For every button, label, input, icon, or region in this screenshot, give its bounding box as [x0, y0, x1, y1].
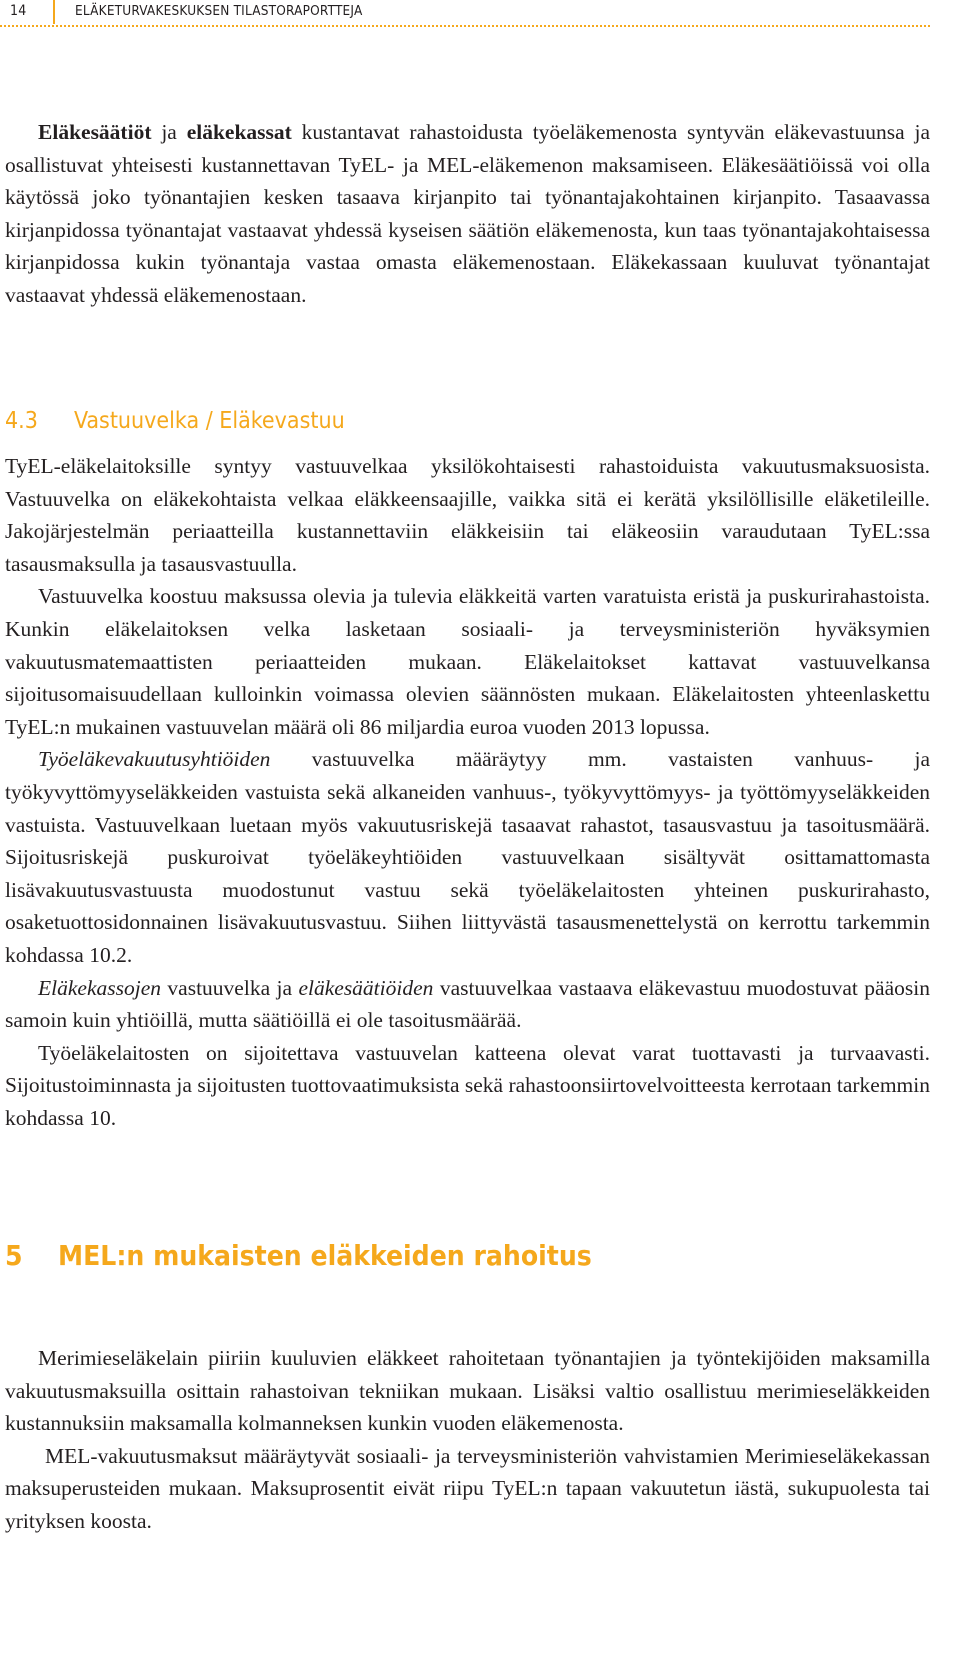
- paragraph-funds-foundations: Eläkekassojen vastuuvelka ja eläkesäätiöiden vastuuvelkaa vastaava eläkevastuu muodostuvat pääosin samoin kuin yhtiöillä, mutta säätiöillä ei ole tasoitusmäärää.: [5, 975, 930, 1033]
- header-separator: [53, 0, 55, 24]
- chapter-5-heading: [5, 1238, 930, 1274]
- section-number: 4.3: [5, 408, 38, 434]
- paragraph-text: Eläkesäätiöt ja eläkekassat kustantavat rahastoidusta työeläkemenosta syntyvän eläkevastuunsa ja osallistuvat yhteisesti kustannettavan TyEL- ja MEL-eläkemenon maksamiseen. Eläkesäätiöissä voi olla käytössä joko työnantajien kesken tasaava kirjanpito tai työnantajakohtainen kirjanpito. Tasaavassa kirjanpidossa työnantajat vastaavat yhdessä kyseisen säätiön eläkemenosta, kun taas työnantajakohtaisessa kirjanpidossa kukin työnantaja vastaa omasta eläkemenostaan. Eläkekassaan kuuluvat työnantajat vastaavat yhdessä eläkemenostaan.: [5, 120, 930, 307]
- term-elakesaatiot: Eläkesäätiöt: [38, 120, 152, 144]
- chapter-5-body: [5, 1342, 930, 1538]
- paragraph-pension-foundations: [5, 116, 930, 312]
- paragraph-investment: Työeläkelaitosten on sijoitettava vastuuvelan katteena olevat varat tuottavasti ja turvaavasti. Sijoitustoiminnasta ja sijoitusten tuottovaatimuksista sekä rahastoonsiirtovelvoitteesta kerrotaan tarkemmin kohdassa 10.: [5, 1040, 930, 1130]
- term-tyoelakevakuutusyhtiot: Työeläkevakuutusyhtiöiden: [38, 747, 271, 772]
- term-elakekassojen: Eläkekassojen: [38, 975, 161, 1000]
- page-number: 14: [10, 3, 27, 19]
- running-header: [0, 0, 930, 24]
- paragraph-liability-composition: Vastuuvelka koostuu maksussa olevia ja tulevia eläkkeitä varten varatuista eristä ja puskurirahastoista. Kunkin eläkelaitoksen velka lasketaan sosiaali- ja terveysministeriön hyväksymien vakuutusmatemaattisten periaatteiden mukaan. Eläkelaitokset kattavat vastuuvelkansa sijoitusomaisuudellaan kulloinkin voimassa olevien säännösten mukaan. Eläkelaitosten yhteenlaskettu TyEL:n mukainen vastuuvelan määrä oli 86 miljardia euroa vuoden 2013 lopussa.: [5, 584, 930, 739]
- paragraph-mel-contributions: MEL-vakuutusmaksut määräytyvät sosiaali- ja terveysministeriön vahvistamien Merimieseläkekassan maksuperusteiden mukaan. Maksuprosentit eivät riipu TyEL:n tapaan vakuutetun iästä, sukupuolesta tai yrityksen koosta.: [5, 1443, 930, 1533]
- term-elakesaatioiden: eläkesäätiöiden: [298, 975, 434, 1000]
- section-4-3-heading: [5, 406, 930, 436]
- running-title: ELÄKETURVAKESKUKSEN TILASTORAPORTTEJA: [75, 3, 363, 19]
- section-title: Vastuuvelka / Eläkevastuu: [74, 408, 345, 434]
- term-elakekassat: eläkekassat: [186, 120, 292, 144]
- paragraph-insurance-companies: Työeläkevakuutusyhtiöiden vastuuvelka määräytyy mm. vastaisten vanhuus- ja työkyvyttömyyseläkkeiden vastuista sekä alkaneiden vanhuus-, työkyvyttömyys- ja työttömyyseläkkeiden vastuista. Vastuuvelkaan luetaan myös vakuutusriskejä tasaavat rahastot, tasausvastuu ja tasoitusmäärä. Sijoitusriskejä puskuroivat työeläkeyhtiöiden vastuuvelkaan sisältyvät osittamattomasta lisävakuutusvastuusta muodostunut vastuu sekä työeläkelaitosten yhteinen puskurirahasto, osaketuottosidonnainen lisävakuutusvastuu. Siihen liittyvästä tasausmenettelystä on kerrottu tarkemmin kohdassa 10.2.: [5, 747, 930, 967]
- section-4-3-body: [5, 450, 930, 1134]
- paragraph-mel-financing: Merimieseläkelain piiriin kuuluvien eläkkeet rahoitetaan työnantajien ja työntekijöiden maksamilla vakuutusmaksuilla osittain rahastoivan tekniikan mukaan. Lisäksi valtio osallistuu merimieseläkkeiden kustannuksiin maksamalla kolmanneksen kunkin vuoden eläkemenosta.: [5, 1346, 930, 1436]
- chapter-number: 5: [5, 1239, 23, 1272]
- header-dotted-rule: [0, 25, 930, 27]
- chapter-title: MEL:n mukaisten eläkkeiden rahoitus: [58, 1239, 592, 1272]
- paragraph-tyel-liability: TyEL-eläkelaitoksille syntyy vastuuvelkaa yksilökohtaisesti rahastoiduista vakuutusmaksuosista. Vastuuvelka on eläkekohtaista velkaa eläkkeensaajille, vaikka sitä ei kerätä yksilöllisille eläketileille. Jakojärjestelmän periaatteilla kustannettaviin eläkkeisiin tai eläkeosiin varaudutaan TyEL:ssa tasausmaksulla ja tasausvastuulla.: [5, 454, 930, 576]
